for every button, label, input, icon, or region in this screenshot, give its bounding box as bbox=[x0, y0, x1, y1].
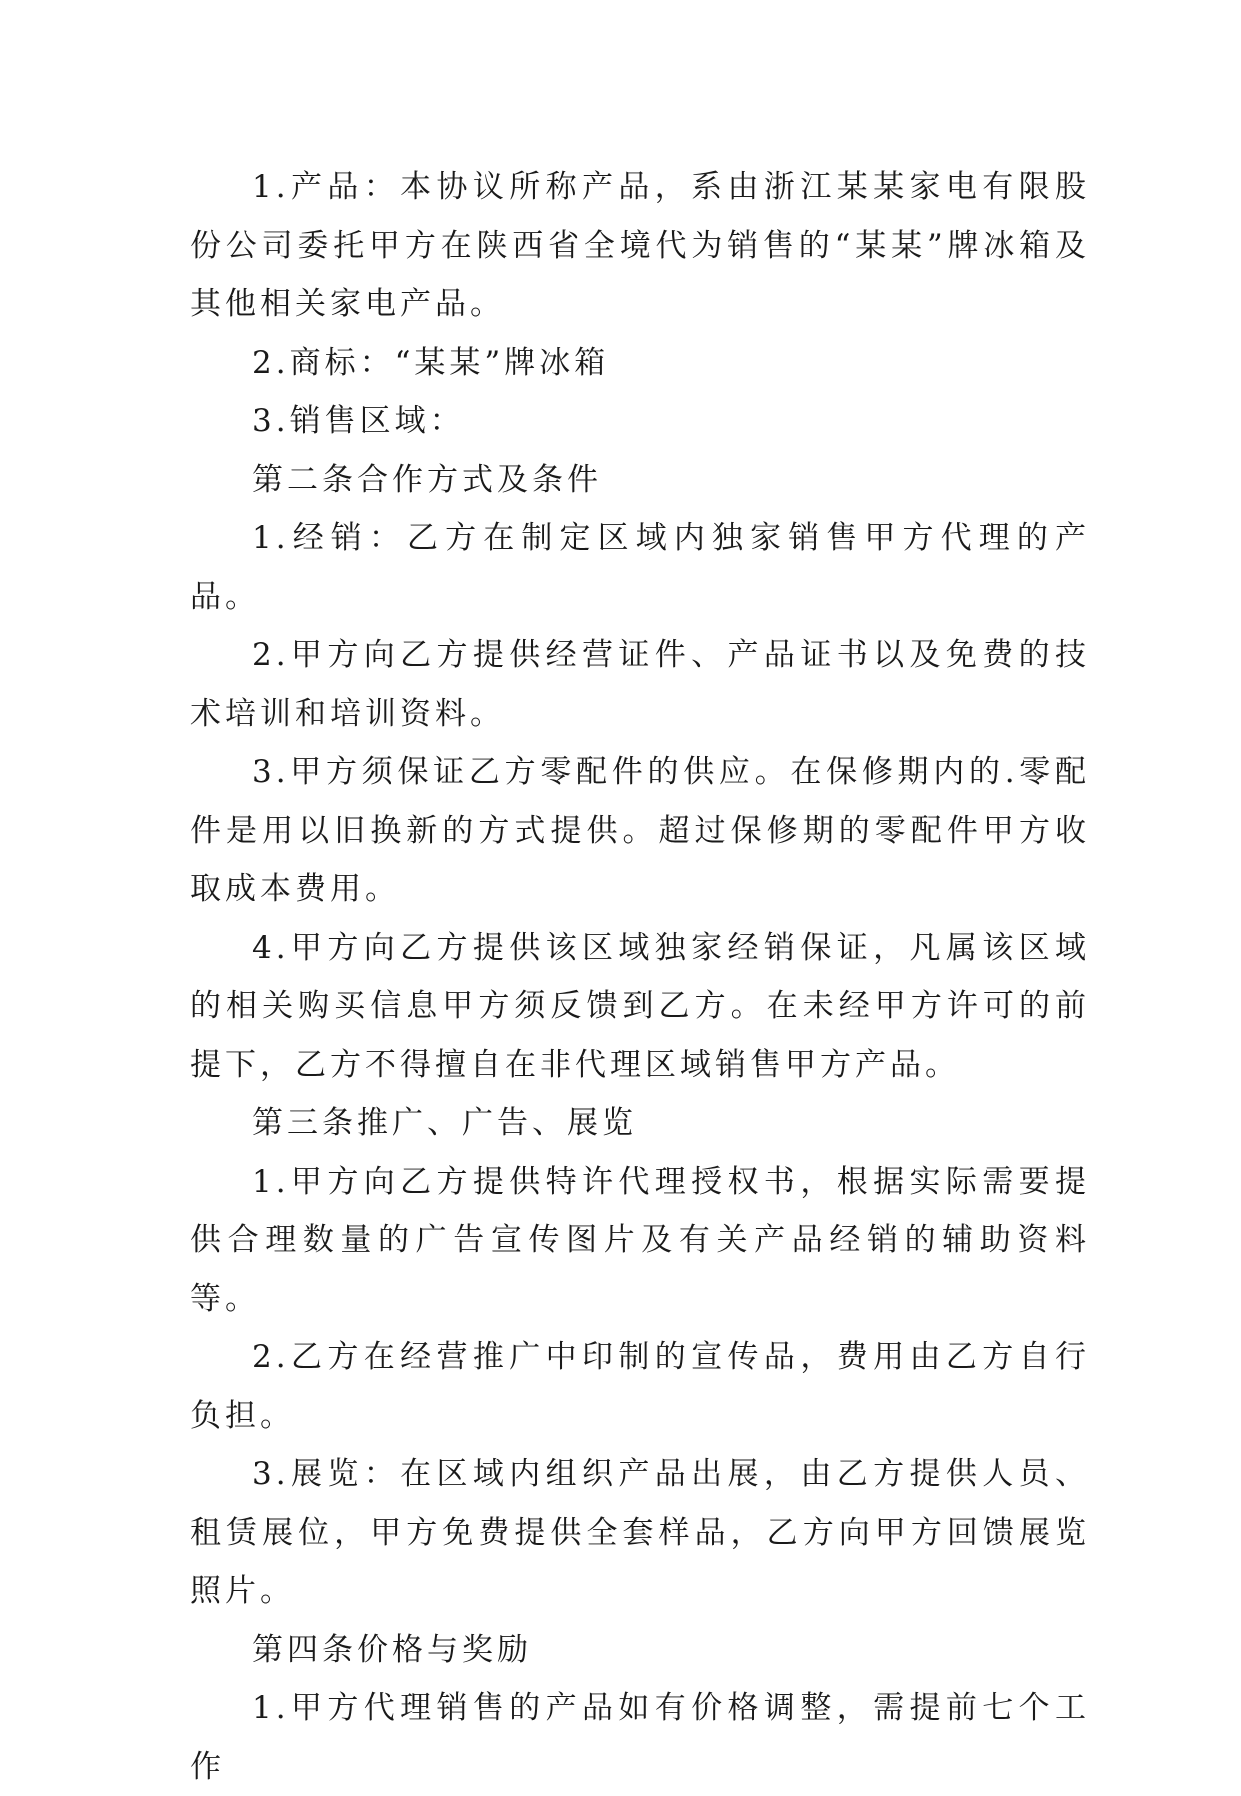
article-2-item-4: 4.甲方向乙方提供该区域独家经销保证，凡属该区域的相关购买信息甲方须反馈到乙方。在未经甲方许可的前提下，乙方不得擅自在非代理区域销售甲方产品。 bbox=[190, 929, 1090, 1083]
article-2-item-2: 2.甲方向乙方提供经营证件、产品证书以及免费的技术培训和培训资料。 bbox=[190, 637, 1090, 732]
clause-1-product: 1.产品：本协议所称产品，系由浙江某某家电有限股份公司委托甲方在陕西省全境代为销售的“某某”牌冰箱及其他相关家电产品。 bbox=[190, 169, 1090, 322]
document-body bbox=[190, 158, 1090, 1796]
article-3-item-1: 1.甲方向乙方提供特许代理授权书，根据实际需要提供合理数量的广告宣传图片及有关产品经销的辅助资料等。 bbox=[190, 1163, 1090, 1317]
article-3-heading: 第三条推广、广告、展览 bbox=[252, 1105, 637, 1141]
article-2-heading: 第二条合作方式及条件 bbox=[252, 461, 602, 498]
article-2-item-3: 3.甲方须保证乙方零配件的供应。在保修期内的.零配件是用以旧换新的方式提供。超过保修期的零配件甲方收取成本费用。 bbox=[190, 754, 1090, 907]
article-4-heading: 第四条价格与奖励 bbox=[252, 1631, 532, 1668]
article-3-item-2: 2.乙方在经营推广中印制的宣传品，费用由乙方自行负担。 bbox=[190, 1339, 1090, 1434]
article-4-item-1: 1.甲方代理销售的产品如有价格调整，需提前七个工作 bbox=[190, 1690, 1090, 1785]
clause-3-sales-region: 3.销售区域： bbox=[252, 403, 465, 439]
clause-2-trademark: 2.商标：“某某”牌冰箱 bbox=[252, 344, 610, 381]
article-2-item-1: 1.经销：乙方在制定区域内独家销售甲方代理的产品。 bbox=[190, 520, 1090, 615]
article-3-item-3: 3.展览：在区域内组织产品出展，由乙方提供人员、租赁展位，甲方免费提供全套样品，乙方向甲方回馈展览照片。 bbox=[190, 1456, 1090, 1609]
